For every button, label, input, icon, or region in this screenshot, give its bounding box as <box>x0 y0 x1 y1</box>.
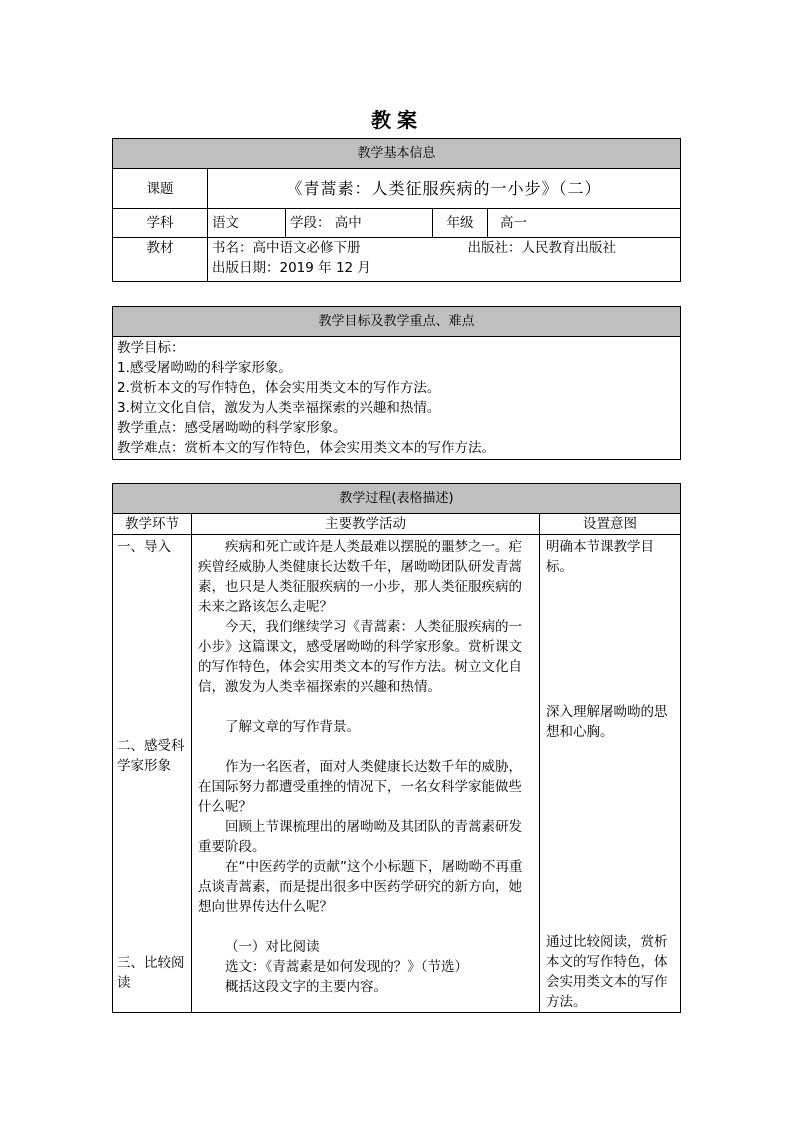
material-cell <box>208 238 681 282</box>
grade-label: 年级 <box>433 209 488 238</box>
intent-compare: 通过比较阅读，赏析本文的写作特色，体会实用类文本的写作方法。 <box>546 934 668 1010</box>
basic-info-table <box>112 138 681 282</box>
objectives-line: 教学目标： <box>117 340 185 356</box>
publish-date: 出版日期：2019 年 12 月 <box>212 260 371 276</box>
intent-column <box>540 535 681 1013</box>
course-title: 《青蒿素：人类征服疾病的一小步》（二） <box>208 169 681 209</box>
intent-scientist: 深入理解屠呦呦的思想和心胸。 <box>546 704 668 740</box>
stage-label: 学段： <box>290 215 331 231</box>
page-title: 教案 <box>371 108 423 132</box>
objectives-header: 教学目标及教学重点、难点 <box>113 307 681 337</box>
intent-intro: 明确本节课教学目标。 <box>546 539 654 575</box>
basic-info-header: 教学基本信息 <box>113 139 681 169</box>
col-activity-header: 主要教学活动 <box>192 514 540 535</box>
subject-value: 语文 <box>208 209 286 238</box>
course-label: 课题 <box>113 169 208 209</box>
activity-paragraph: 作为一名医者，面对人类健康长达数千年的威胁，在国际努力都遭受重挫的情况下，一名女科学家能做些什么呢？ <box>198 759 522 815</box>
process-header: 教学过程(表格描述) <box>113 484 681 514</box>
activity-paragraph: 了解文章的写作背景。 <box>225 719 360 735</box>
book-name: 书名：高中语文必修下册 <box>212 240 361 256</box>
subject-label: 学科 <box>113 209 208 238</box>
col-stage-header: 教学环节 <box>113 514 192 535</box>
stage-value: 高中 <box>334 215 362 231</box>
objectives-line: 教学重点：感受屠呦呦的科学家形象。 <box>117 420 347 436</box>
activity-paragraph: （一）对比阅读 <box>225 939 320 955</box>
objectives-line: 2.赏析本文的写作特色，体会实用类文本的写作方法。 <box>117 380 441 396</box>
objectives-line: 教学难点：赏析本文的写作特色，体会实用类文本的写作方法。 <box>117 440 495 456</box>
activity-paragraph: 回顾上节课梳理出的屠呦呦及其团队的青蒿素研发重要阶段。 <box>198 819 522 855</box>
stage-intro: 一、导入 <box>117 539 171 555</box>
activity-column <box>192 535 540 1013</box>
objectives-body <box>113 337 681 460</box>
stage-cell <box>286 209 433 238</box>
activity-paragraph: 今天，我们继续学习《青蒿素：人类征服疾病的一小步》这篇课文，感受屠呦呦的科学家形象。赏析课文的写作特色，体会实用类文本的写作方法。树立文化自信，激发为人类幸福探索的兴趣和热情。 <box>198 619 522 695</box>
objectives-line: 3.树立文化自信，激发为人类幸福探索的兴趣和热情。 <box>117 400 441 416</box>
objectives-table <box>112 306 681 460</box>
activity-paragraph: 疾病和死亡或许是人类最难以摆脱的噩梦之一。疟疾曾经威胁人类健康长达数千年，屠呦呦团队研发青蒿素，也只是人类征服疾病的一小步，那人类征服疾病的未来之路该怎么走呢？ <box>198 539 522 615</box>
objectives-line: 1.感受屠呦呦的科学家形象。 <box>117 360 292 376</box>
process-table <box>112 483 681 1013</box>
col-intent-header: 设置意图 <box>540 514 681 535</box>
activity-paragraph: 选文：《青蒿素是如何发现的？》（节选） <box>225 959 468 975</box>
stage-column <box>113 535 192 1013</box>
activity-paragraph: 在“中医药学的贡献”这个小标题下，屠呦呦不再重点谈青蒿素，而是提出很多中医药学研究的新方向，她想向世界传达什么呢？ <box>198 859 523 915</box>
grade-value: 高一 <box>488 209 681 238</box>
publisher: 出版社：人民教育出版社 <box>467 240 617 256</box>
stage-compare: 三、比较阅读 <box>117 955 185 991</box>
activity-paragraph: 概括这段文字的主要内容。 <box>225 979 387 995</box>
material-label: 教材 <box>113 238 208 282</box>
stage-scientist: 二、感受科学家形象 <box>117 738 185 774</box>
